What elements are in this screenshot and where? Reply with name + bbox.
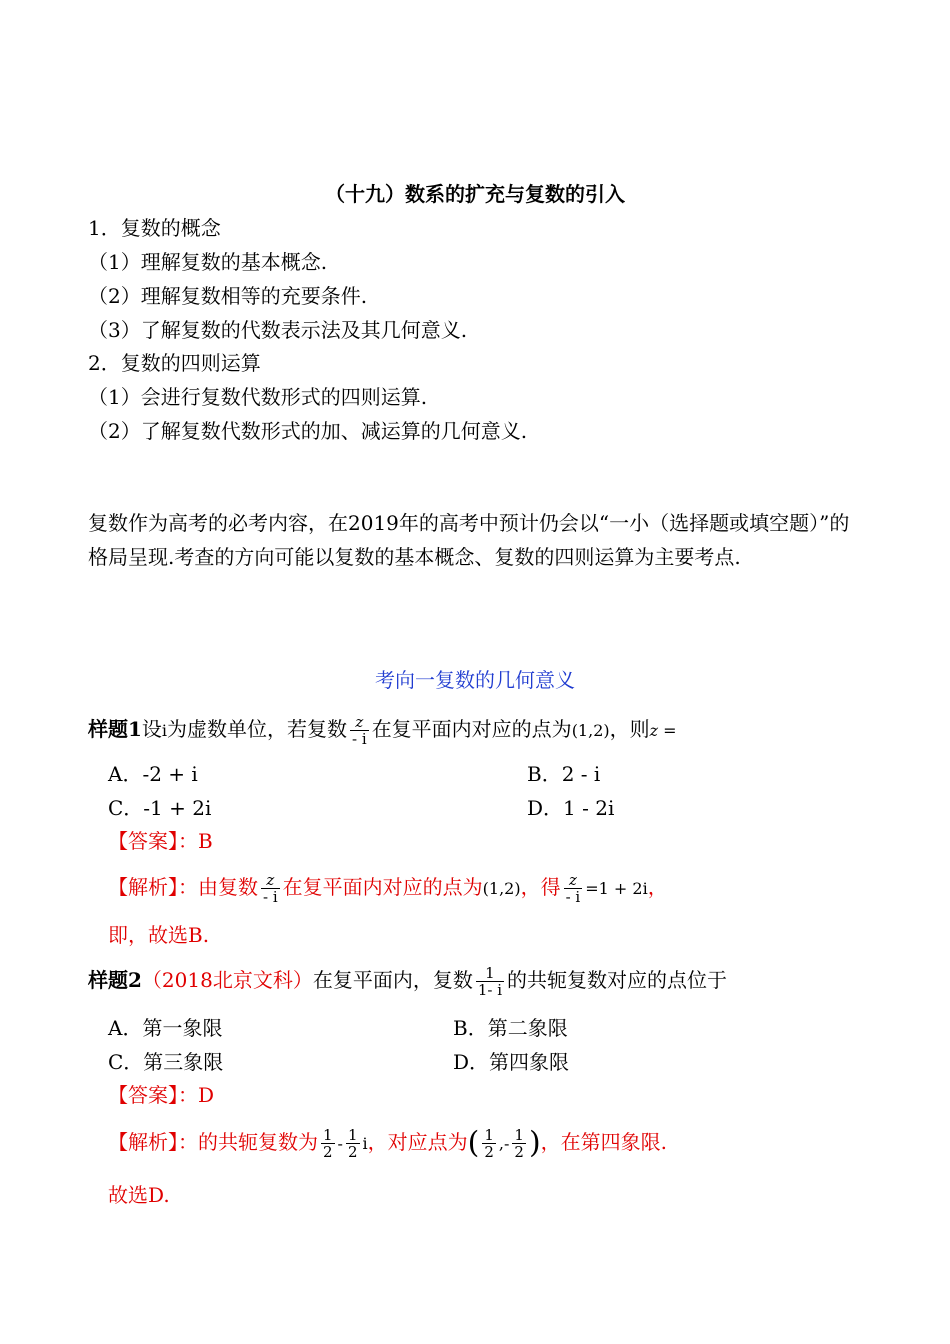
option-b: B．2 - i: [527, 762, 601, 786]
question-text: 的共轭复数对应的点位于: [507, 968, 728, 992]
fraction-half: $\frac{1}{2}$: [323, 1126, 333, 1161]
question-text: 为虚数单位，若复数: [167, 717, 348, 741]
option-b: B．第二象限: [453, 1016, 568, 1040]
math-i: i: [161, 721, 168, 740]
math-point: (1,2): [482, 879, 521, 898]
fraction-z-over-minus-i: $\frac{z}{- i}$: [263, 871, 278, 906]
option-a: A．-2 + i: [108, 762, 198, 786]
fraction-half: $\frac{1}{2}$: [484, 1126, 494, 1161]
answer-value: D: [198, 1083, 215, 1107]
answer-label: 【答案】：: [108, 1083, 198, 1107]
answer-1: [108, 829, 213, 853]
syllabus-item: （2）了解复数代数形式的加、减运算的几何意义.: [88, 419, 528, 443]
left-paren: (: [467, 1125, 480, 1161]
question-text: 在复平面内，复数: [312, 968, 473, 992]
solution-label: 【解析】：: [108, 1130, 198, 1154]
section-heading: 考向一复数的几何意义: [375, 668, 575, 692]
fraction-half: $\frac{1}{2}$: [514, 1126, 524, 1161]
question-source: （2018北京文科）: [141, 968, 313, 992]
option-d: D．1 - 2i: [527, 796, 615, 820]
math-result: =1 + 2i: [585, 879, 648, 898]
solution-text: 的共轭复数为: [198, 1130, 318, 1154]
option-d: D．第四象限: [453, 1050, 570, 1074]
page-title: （十九）数系的扩充与复数的引入: [325, 182, 625, 206]
solution-text: ，在第四象限.: [540, 1130, 668, 1154]
option-a: A．第一象限: [108, 1016, 223, 1040]
question-text: 在复平面内对应的点为: [371, 717, 572, 741]
analysis-paragraph: 复数作为高考的必考内容，在2019年的高考中预计仍会以“一小（选择题或填空题）”的格局呈现.考查的方向可能以复数的基本概念、复数的四则运算为主要考点.: [88, 511, 850, 569]
question-text: ，则: [609, 717, 650, 741]
question-1: [88, 712, 677, 748]
math-i: i: [362, 1134, 368, 1153]
answer-label: 【答案】：: [108, 829, 198, 853]
question-label: 样题1: [88, 717, 142, 741]
syllabus-heading-2: 2．复数的四则运算: [88, 351, 261, 375]
syllabus-item: （1）会进行复数代数形式的四则运算.: [88, 385, 428, 409]
fraction-z-over-minus-i: $\frac{z}{- i}$: [565, 871, 581, 906]
fraction-1-over-1-minus-i: $\frac{1}{1- i}$: [477, 964, 503, 999]
answer-2: [108, 1083, 214, 1107]
option-c: C．第三象限: [108, 1050, 224, 1074]
solution-label: 【解析】：: [108, 875, 198, 899]
question-label: 样题2: [88, 968, 142, 992]
math-point: (1,2): [571, 721, 610, 740]
solution-1-conclusion: 即，故选B.: [108, 923, 210, 947]
solution-text: 在复平面内对应的点为: [282, 875, 483, 899]
fraction-z-over-minus-i: $\frac{z}{- i}$: [352, 713, 367, 748]
answer-value: B: [198, 829, 213, 853]
question-text: 设: [141, 717, 162, 741]
syllabus-heading-1: 1．复数的概念: [88, 216, 221, 240]
question-2: [88, 960, 727, 1000]
solution-2-conclusion: 故选D.: [108, 1183, 170, 1207]
solution-text: 由复数: [198, 875, 258, 899]
solution-1: [108, 870, 668, 906]
math-minus: -: [337, 1134, 343, 1153]
solution-text: ，得: [520, 875, 561, 899]
math-comma: ,-: [498, 1134, 510, 1153]
right-paren: ): [528, 1125, 541, 1161]
solution-text: ，: [647, 875, 668, 899]
option-c: C．-1 + 2i: [108, 796, 212, 820]
syllabus-item: （2）理解复数相等的充要条件.: [88, 284, 368, 308]
syllabus-item: （3）了解复数的代数表示法及其几何意义.: [88, 318, 468, 342]
fraction-half: $\frac{1}{2}$: [347, 1126, 358, 1161]
syllabus-item: （1）理解复数的基本概念.: [88, 250, 328, 274]
math-z: z =: [649, 721, 677, 740]
solution-text: ，对应点为: [367, 1130, 468, 1154]
solution-2: [108, 1120, 667, 1166]
